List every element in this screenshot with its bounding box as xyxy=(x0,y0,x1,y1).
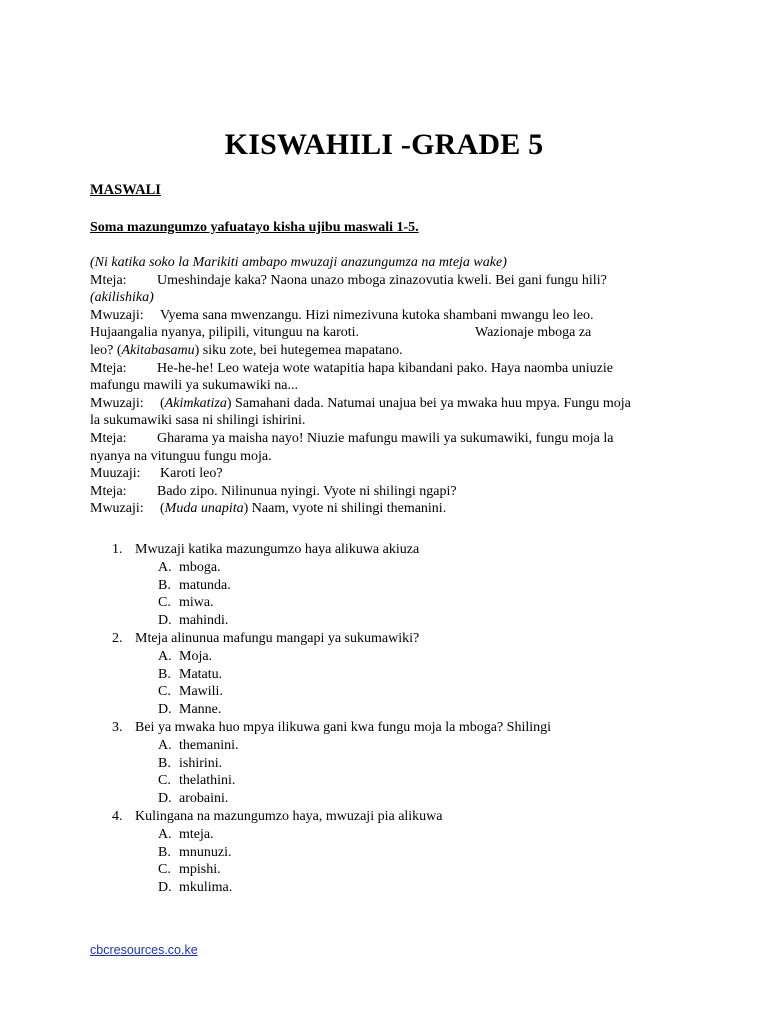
dialogue-line xyxy=(90,465,680,483)
question-item xyxy=(112,541,551,559)
dialogue-continuation: Hujaangalia nyanya, pilipili, vitunguu na karoti. Wazionaje mboga za xyxy=(90,325,592,341)
dialogue-text: Vyema sana mwenzangu. Hizi nimezivuna kutoka shambani mwangu leo leo. xyxy=(160,307,594,323)
page-title: KISWAHILI -GRADE 5 xyxy=(224,128,544,161)
option-letter: B. xyxy=(158,755,171,771)
dialogue-text: (Muda unapita) Naam, vyote ni shilingi themanini. xyxy=(160,501,447,517)
dialogue-continuation: la sukumawiki sasa ni shilingi ishirini. xyxy=(90,413,306,429)
dialogue-text: Umeshindaje kaka? Naona unazo mboga zinazovutia kweli. Bei gani fungu hili? xyxy=(157,272,607,288)
footer-link[interactable]: cbcresources.co.ke xyxy=(90,943,198,957)
option-letter: A. xyxy=(158,737,172,753)
option-text: themanini. xyxy=(179,737,239,753)
answer-option xyxy=(112,594,551,612)
option-text: thelathini. xyxy=(179,773,236,789)
dialogue-line xyxy=(90,483,680,501)
option-letter: C. xyxy=(158,684,171,700)
answer-option xyxy=(112,737,551,755)
dialogue-continuation xyxy=(90,342,680,360)
answer-option xyxy=(112,612,551,630)
dialogue-line xyxy=(90,430,680,448)
answer-option xyxy=(112,755,551,773)
question-list xyxy=(112,541,551,897)
option-text: ishirini. xyxy=(179,755,223,771)
answer-option xyxy=(112,790,551,808)
dialogue-context: (Ni katika soko la Marikiti ambapo mwuzaji anazungumza na mteja wake) xyxy=(90,255,507,270)
option-text: miwa. xyxy=(179,595,214,611)
answer-option xyxy=(112,861,551,879)
option-letter: B. xyxy=(158,844,171,860)
dialogue-line xyxy=(90,395,680,413)
dialogue-text: (Akimkatiza) Samahani dada. Natumai unajua bei ya mwaka huu mpya. Fungu moja xyxy=(160,395,631,411)
option-text: mpishi. xyxy=(179,862,221,878)
question-text: Mwuzaji katika mazungumzo haya alikuwa akiuza xyxy=(135,542,420,557)
dialogue-line xyxy=(90,360,680,378)
option-text: matunda. xyxy=(179,577,231,593)
question-text: Mteja alinunua mafungu mangapi ya sukumawiki? xyxy=(135,630,420,646)
speaker-label: Mteja: xyxy=(90,360,127,376)
option-text: mnunuzi. xyxy=(179,844,232,860)
option-letter: B. xyxy=(158,577,171,593)
speaker-label: Mteja: xyxy=(90,483,127,499)
option-letter: B. xyxy=(158,666,171,682)
speaker-label: Mwuzaji: xyxy=(90,307,144,323)
dialogue-text: Karoti leo? xyxy=(160,466,223,482)
speaker-label: Mteja: xyxy=(90,272,127,288)
option-letter: C. xyxy=(158,595,171,611)
option-text: Matatu. xyxy=(179,666,223,682)
option-letter: C. xyxy=(158,862,171,878)
option-letter: D. xyxy=(158,791,172,807)
option-letter: D. xyxy=(158,880,172,896)
dialogue-continuation: mafungu mawili ya sukumawiki na... xyxy=(90,378,299,394)
question-number: 1. xyxy=(112,542,123,557)
dialogue-text: leo? (Akitabasamu) siku zote, bei hutegemea mapatano. xyxy=(90,342,403,358)
dialogue-text: He-he-he! Leo wateja wote watapitia hapa kibandani pako. Haya naomba uniuzie xyxy=(157,360,613,376)
question-number: 3. xyxy=(112,719,123,735)
speaker-label: Mwuzaji: xyxy=(90,395,144,411)
dialogue-line xyxy=(90,272,680,290)
answer-option xyxy=(112,826,551,844)
question-number: 2. xyxy=(112,630,123,646)
answer-option xyxy=(112,844,551,862)
option-text: mteja. xyxy=(179,826,214,842)
option-letter: C. xyxy=(158,773,171,789)
dialogue-text: Gharama ya maisha nayo! Niuzie mafungu mawili ya sukumawiki, fungu moja la xyxy=(157,430,614,446)
answer-option xyxy=(112,772,551,790)
section-heading: MASWALI xyxy=(90,182,161,198)
option-letter: A. xyxy=(158,826,172,842)
dialogue-line xyxy=(90,500,680,518)
option-text: Manne. xyxy=(179,702,222,718)
answer-option xyxy=(112,666,551,684)
answer-option xyxy=(112,683,551,701)
option-text: Mawili. xyxy=(179,684,223,700)
question-item xyxy=(112,808,551,826)
question-text: Bei ya mwaka huo mpya ilikuwa gani kwa fungu moja la mboga? Shilingi xyxy=(135,719,552,735)
instruction-text: Soma mazungumzo yafuatayo kisha ujibu maswali 1-5. xyxy=(90,220,419,235)
answer-option xyxy=(112,577,551,595)
answer-option xyxy=(112,701,551,719)
question-number: 4. xyxy=(112,808,123,824)
option-text: Moja. xyxy=(179,648,213,664)
option-letter: A. xyxy=(158,648,172,664)
answer-option xyxy=(112,559,551,577)
speaker-label: Muuzaji: xyxy=(90,466,141,482)
answer-option xyxy=(112,879,551,897)
option-letter: D. xyxy=(158,613,172,629)
option-text: mboga. xyxy=(179,559,221,575)
speaker-label: Mwuzaji: xyxy=(90,501,144,517)
question-item xyxy=(112,719,551,737)
dialogue-continuation: (akilishika) xyxy=(90,290,154,306)
dialogue-text: Bado zipo. Nilinunua nyingi. Vyote ni shilingi ngapi? xyxy=(157,483,457,499)
answer-option xyxy=(112,648,551,666)
dialogue-continuation: nyanya na vitunguu fungu moja. xyxy=(90,448,272,464)
dialogue-passage xyxy=(90,254,680,518)
question-text: Kulingana na mazungumzo haya, mwuzaji pia alikuwa xyxy=(135,808,443,824)
question-item xyxy=(112,630,551,648)
option-text: mkulima. xyxy=(179,880,233,896)
option-text: arobaini. xyxy=(179,791,229,807)
option-text: mahindi. xyxy=(179,613,229,629)
speaker-label: Mteja: xyxy=(90,430,127,446)
option-letter: D. xyxy=(158,702,172,718)
dialogue-line xyxy=(90,307,680,325)
option-letter: A. xyxy=(158,559,172,575)
